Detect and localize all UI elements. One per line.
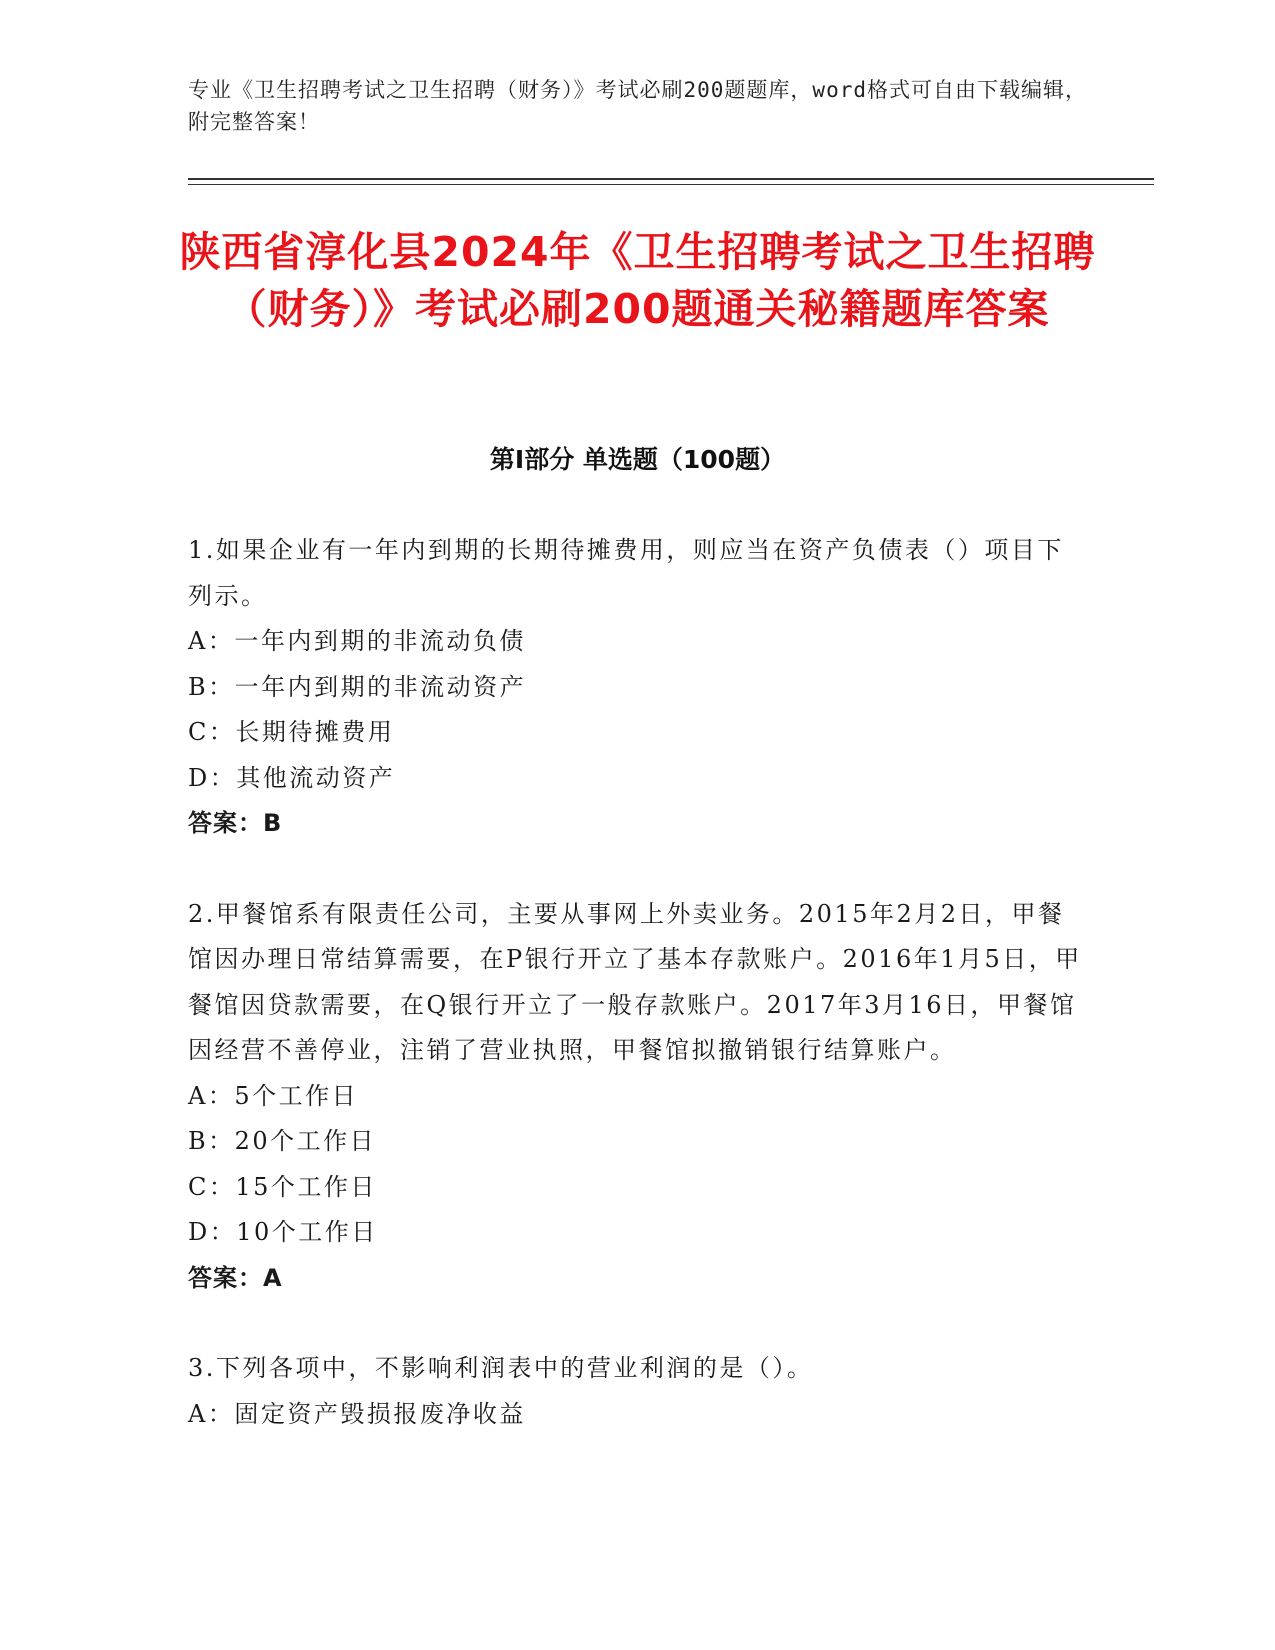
option-c: C：长期待摊费用 (188, 718, 395, 746)
option-a: A：一年内到期的非流动负债 (188, 627, 526, 655)
option-a: A：固定资产毁损报废净收益 (188, 1399, 526, 1428)
document-title: 陕西省淳化县2024年《卫生招聘考试之卫生招聘（财务）》考试必刷200题通关秘籍题库答案 (179, 228, 1096, 333)
option-a: A：5个工作日 (188, 1081, 359, 1110)
section-heading: 第I部分 单选题（100题） (489, 445, 786, 474)
answer-label: 答案：B (188, 809, 283, 837)
question-1 (188, 528, 1088, 847)
header-divider-thin (188, 184, 1154, 185)
option-b: B：20个工作日 (188, 1127, 377, 1155)
question-2 (188, 892, 1088, 1302)
option-d: D：10个工作日 (188, 1218, 378, 1246)
question-stem: 2.甲餐馆系有限责任公司，主要从事网上外卖业务。2015年2月2日，甲餐馆因办理日常结算需要，在P银行开立了基本存款账户。2016年1月5日，甲餐馆因贷款需要，在Q银行开立了一般存款账户。2017年3月16日，甲餐馆因经营不善停业，注销了营业执照，甲餐馆拟撤销银行结算账户。 (188, 899, 1082, 1064)
option-c: C：15个工作日 (188, 1172, 377, 1201)
option-d: D：其他流动资产 (188, 763, 396, 792)
question-3 (188, 1346, 1088, 1437)
question-list (188, 528, 1088, 1482)
question-stem: 3.下列各项中，不影响利润表中的营业利润的是（）。 (188, 1354, 814, 1382)
option-b: B：一年内到期的非流动资产 (188, 672, 527, 701)
header-divider-thick (188, 178, 1154, 180)
question-stem: 1.如果企业有一年内到期的长期待摊费用，则应当在资产负债表（）项目下列示。 (188, 536, 1064, 610)
header-note: 专业《卫生招聘考试之卫生招聘（财务）》考试必刷200题题库，word格式可自由下载编辑，附完整答案！ (188, 78, 1087, 134)
answer-label: 答案：A (188, 1263, 283, 1292)
